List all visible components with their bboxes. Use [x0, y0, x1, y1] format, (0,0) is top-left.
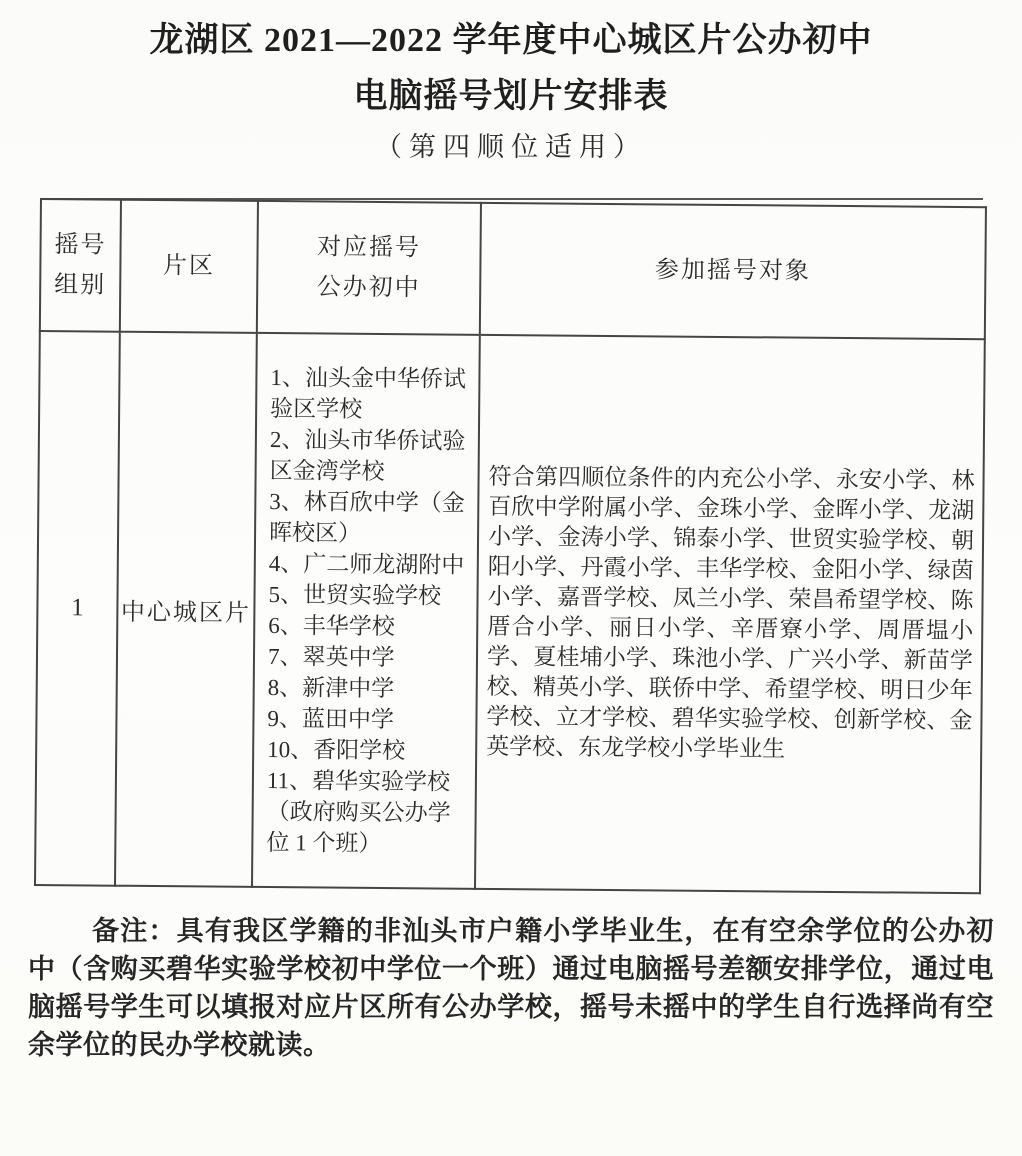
cell-district: 中心城区片	[115, 332, 257, 887]
header-corresponding-schools	[257, 201, 481, 335]
school-list-item: 7、翠英中学	[267, 644, 395, 671]
header-corresponding-schools-line1: 对应摇号	[316, 234, 422, 262]
table-row	[35, 331, 985, 893]
school-list-item: 6、丰华学校	[268, 613, 395, 640]
header-corresponding-schools-line2: 公办初中	[316, 274, 421, 302]
school-list-item: 9、蓝田中学	[267, 706, 395, 733]
header-lottery-group	[40, 199, 121, 332]
school-list-item: 2、汕头市华侨试验区金湾学校	[269, 427, 466, 485]
school-list-item: 11、碧华实验学校（政府购买公办学位 1 个班）	[266, 768, 451, 857]
school-list-item: 10、香阳学校	[267, 737, 406, 764]
allocation-table-container	[40, 198, 985, 886]
cell-group-number: 1	[35, 331, 120, 886]
header-participants-label: 参加摇号对象	[654, 257, 811, 285]
school-list-item: 1、汕头金中华侨试验区学校	[270, 365, 467, 422]
school-list-item: 4、广二师龙湖附中	[268, 551, 465, 578]
participants-text: 符合第四顺位条件的内充公小学、永安小学、林百欣中学附属小学、金珠小学、金晖小学、龙湖小学、金涛小学、锦泰小学、世贸实验学校、朝阳小学、丹霞小学、丰华学校、金阳小学、绿茵小学、嘉晋学校、凤兰小学、荣昌希望学校、陈厝合小学、丽日小学、辛厝寮小学、周厝塭小学、夏桂埔小学、珠池小学、广兴小学、新苗学校、精英小学、联侨中学、希望学校、明日少年学校、立才学校、碧华实验学校、创新学校、金英学校、东龙学校小学毕业生	[486, 463, 975, 762]
document-title-line2: 电脑摇号划片安排表	[353, 78, 669, 115]
allocation-table	[34, 198, 987, 894]
school-list	[266, 362, 468, 860]
table-header-row	[40, 199, 986, 339]
header-lottery-group-line2: 组别	[54, 272, 107, 299]
document-title-line1: 龙湖区 2021—2022 学年度中心城区片公办初中	[149, 22, 873, 59]
document-subtitle: （第四顺位适用）	[375, 132, 647, 162]
header-participants	[480, 203, 986, 339]
cell-participants	[475, 335, 985, 893]
header-lottery-group-line1: 摇号	[54, 232, 107, 259]
header-district-label: 片区	[162, 253, 216, 280]
school-list-item: 8、新津中学	[267, 675, 395, 702]
note-text: 备注：具有我区学籍的非汕头市户籍小学毕业生，在有空余学位的公办初中（含购买碧华实验学校初中学位一个班）通过电脑摇号差额安排学位，通过电脑摇号学生可以填报对应片区所有公办学校，摇号未摇中的学生自行选择尚有空余学位的民办学校就读。	[28, 916, 994, 1060]
cell-school-list	[252, 333, 480, 889]
header-district	[120, 200, 258, 333]
school-list-item: 5、世贸实验学校	[268, 582, 442, 609]
school-list-item: 3、林百欣中学（金晖校区）	[268, 489, 465, 546]
